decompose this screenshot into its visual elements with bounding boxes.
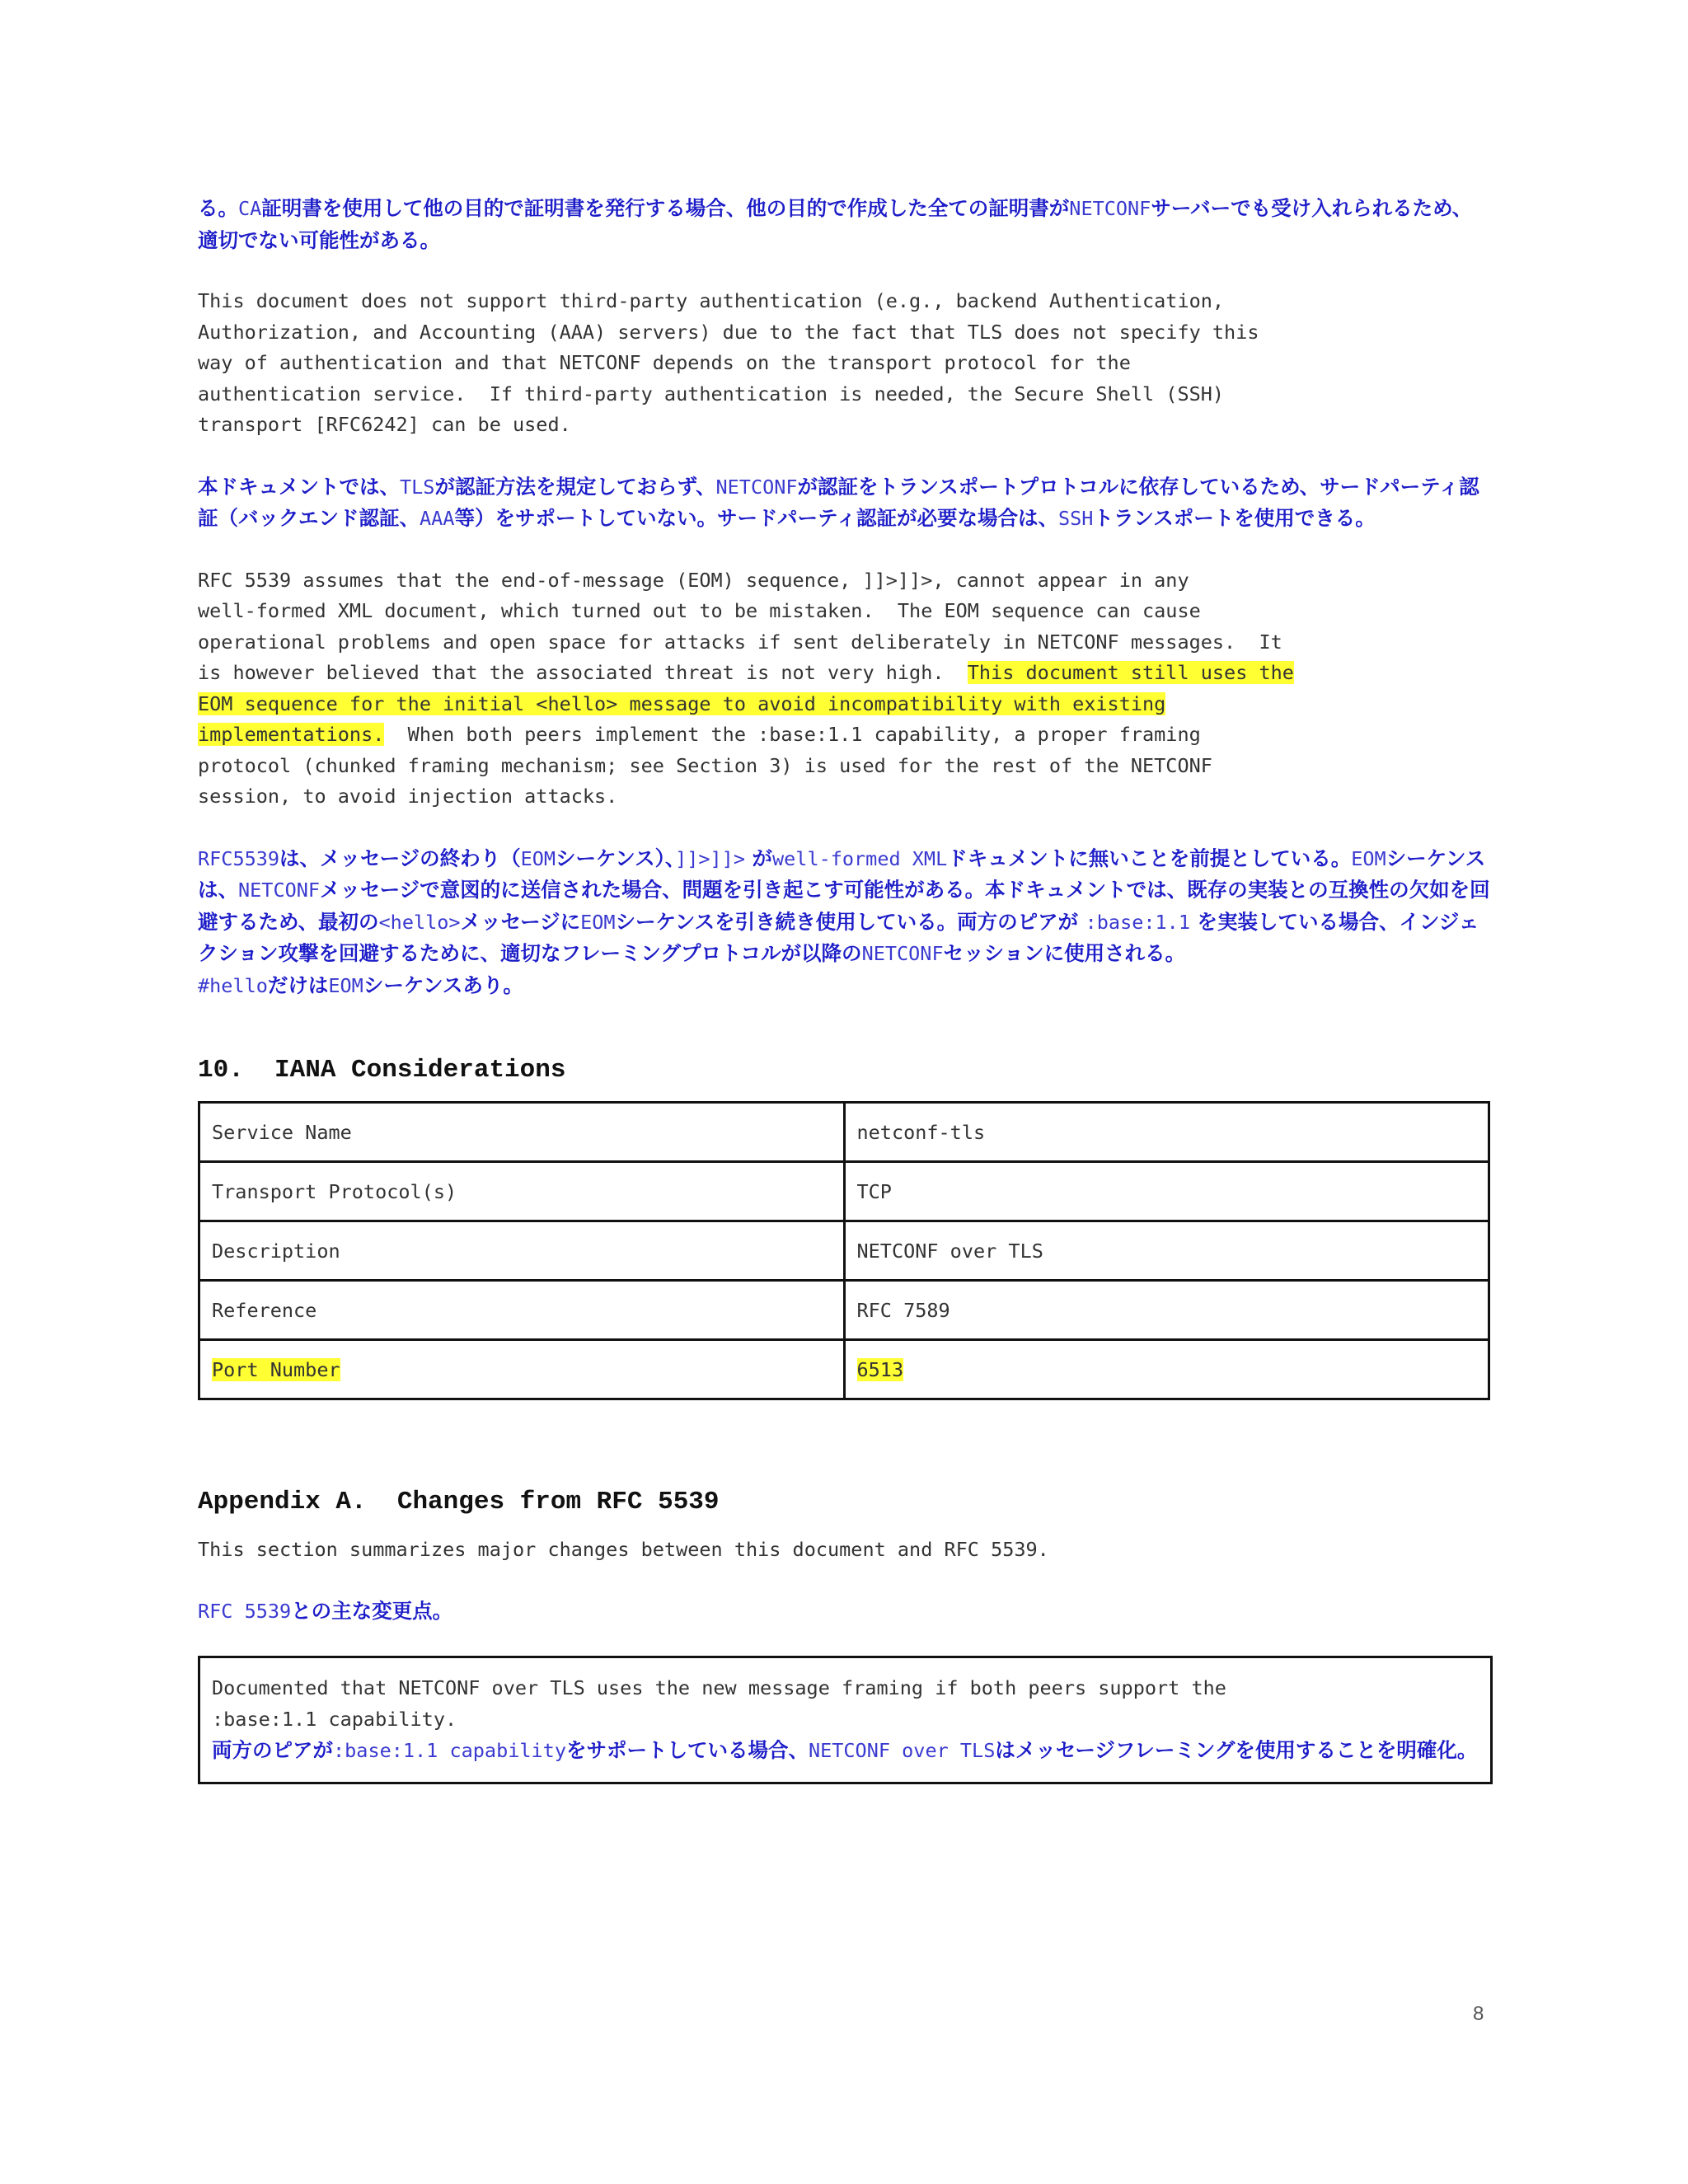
text-run: サーバーでも受け入れられるため、適切でない可能性がある。 [198,196,1473,252]
paragraph-eom-sequence [198,565,1492,813]
text-run: NETCONF [715,475,798,499]
text-run: EOM [580,910,616,934]
text-run: SSH [1058,507,1094,530]
text-run: AAA [420,507,455,530]
text-run: が認証をトランスポートプロトコルに依存しているため、サードパーティ認証（バックエンド認証、 [198,474,1479,530]
appendix-a-heading: Appendix A. Changes from RFC 5539 [198,1488,720,1516]
document-page [198,193,1492,1784]
text-run: 両方のピアが [212,1738,333,1762]
table-cell-key [199,1340,845,1399]
table-cell-key: Service Name [199,1103,845,1162]
highlighted-text: 6513 [856,1357,904,1381]
text-run: NETCONF [1069,197,1151,220]
table-cell-key: Transport Protocol(s) [199,1162,845,1221]
highlighted-text: This document still uses the EOM sequence for the initial <hello> message to avoid incompatibility with existing implementations. [198,661,1294,746]
table-row [199,1162,1489,1221]
text-run: EOM [328,973,363,997]
table-cell-key: Reference [199,1281,845,1340]
text-run: <hello> [378,910,461,934]
text-run: だけは [267,972,329,997]
text-run: が [744,846,772,870]
highlighted-text: Port Number [212,1357,340,1381]
text-run: CA [238,197,262,220]
paragraph-jp-eom-sequence [198,843,1492,1002]
text-run: トランスポートを使用できる。 [1093,506,1376,530]
text-run: との主な変更点。 [291,1598,453,1623]
appendix-intro-jp [198,1596,1492,1628]
text-run: シーケンスあり。 [363,972,523,997]
text-run: はメッセージフレーミングを使用することを明確化。 [995,1738,1478,1762]
text-run: 本ドキュメントでは、 [198,474,400,499]
text-run: は、メッセージの終わり（ [279,846,521,870]
text-run: を実装している場合、インジェクション攻撃を回避するために、適切なフレーミングプロトコルが以降の [198,909,1479,965]
text-run: :base:1.1 [1085,910,1190,934]
changes-box [198,1656,1493,1784]
text-run: をサポートしている場合、 [565,1738,809,1762]
text-run: RFC 5539 [198,1599,292,1623]
text-run: EOM [520,846,556,870]
table-row [199,1340,1489,1399]
text-run: ]]>]]> [675,846,745,870]
text-run: メッセージに [460,909,581,934]
paragraph-third-party-auth: This document does not support third-party authentication (e.g., backend Authentication, Authorization, and Accounting (AAA) servers) due to the fact that TLS does not specify this way of authentication and that NETCONF depends on the transport protocol for the authentication service. If third-party authentication is needed, the Secure Shell (SSH) transport [RFC6242] can be used. [198,289,1259,436]
appendix-intro: This section summarizes major changes between this document and RFC 5539. [198,1538,1049,1561]
text-run: RFC 5539 assumes that the end-of-message (EOM) sequence, ]]>]]>, cannot appear in any well-formed XML document, which turned out to be mistaken. The EOM sequence can cause operational problems and open space for attacks if sent deliberately in NETCONF messages. It is however believed that the associated threat is not very high. [198,568,1282,684]
changes-box-text-jp [212,1735,1479,1767]
changes-box-text: Documented that NETCONF over TLS uses the new message framing if both peers support the :base:1.1 capability. [212,1676,1226,1731]
text-run: When both peers implement the :base:1.1 capability, a proper framing protocol (chunked framing mechanism; see Section 3) is used for the rest of the NETCONF session, to avoid injection attacks. [198,723,1212,808]
text-run: 等）をサポートしていない。サードパーティ認証が必要な場合は、 [454,506,1059,530]
text-run: NETCONF [238,879,321,902]
table-cell-value: TCP [844,1162,1489,1221]
iana-table [198,1101,1490,1400]
table-cell-value: NETCONF over TLS [844,1221,1489,1281]
table-row [199,1103,1489,1162]
table-cell-value: netconf-tls [844,1103,1489,1162]
paragraph-jp-ca-certificates [198,193,1492,255]
text-run: セッションに使用される。 [943,941,1186,965]
table-cell-value: RFC 7589 [844,1281,1489,1340]
text-run: る。 [198,196,238,220]
text-run: :base:1.1 capability [333,1739,566,1762]
table-row [199,1221,1489,1281]
text-run: ドキュメントに無いことを前提としている。 [947,846,1352,870]
text-run: RFC5539 [198,846,280,870]
text-run: EOM [1351,846,1386,870]
text-run: well-formed XML [772,846,948,870]
section-10-heading: 10. IANA Considerations [198,1056,566,1085]
text-run: シーケンスを引き続き使用している。両方のピアが [615,909,1085,934]
table-cell-value [844,1340,1489,1399]
text-run: が認証方法を規定しておらず、 [434,474,716,499]
text-run: メッセージで意図的に送信された場合、問題を引き起こす可能性がある。本ドキュメントでは、既存の実装との互換性の欠如を回避するため、最初の [198,878,1490,934]
table-cell-key: Description [199,1221,845,1281]
text-run: TLS [400,475,435,499]
text-run: 証明書を使用して他の目的で証明書を発行する場合、他の目的で作成した全ての証明書が [261,196,1070,220]
text-run: NETCONF over TLS [808,1739,996,1762]
text-run: シーケンスは、 [198,846,1486,902]
text-run: NETCONF [861,942,944,965]
table-row [199,1281,1489,1340]
text-run: #hello [198,973,268,997]
paragraph-jp-third-party-auth [198,471,1492,535]
page-number: 8 [1473,2003,1484,2025]
text-run: シーケンス）、 [556,846,676,870]
